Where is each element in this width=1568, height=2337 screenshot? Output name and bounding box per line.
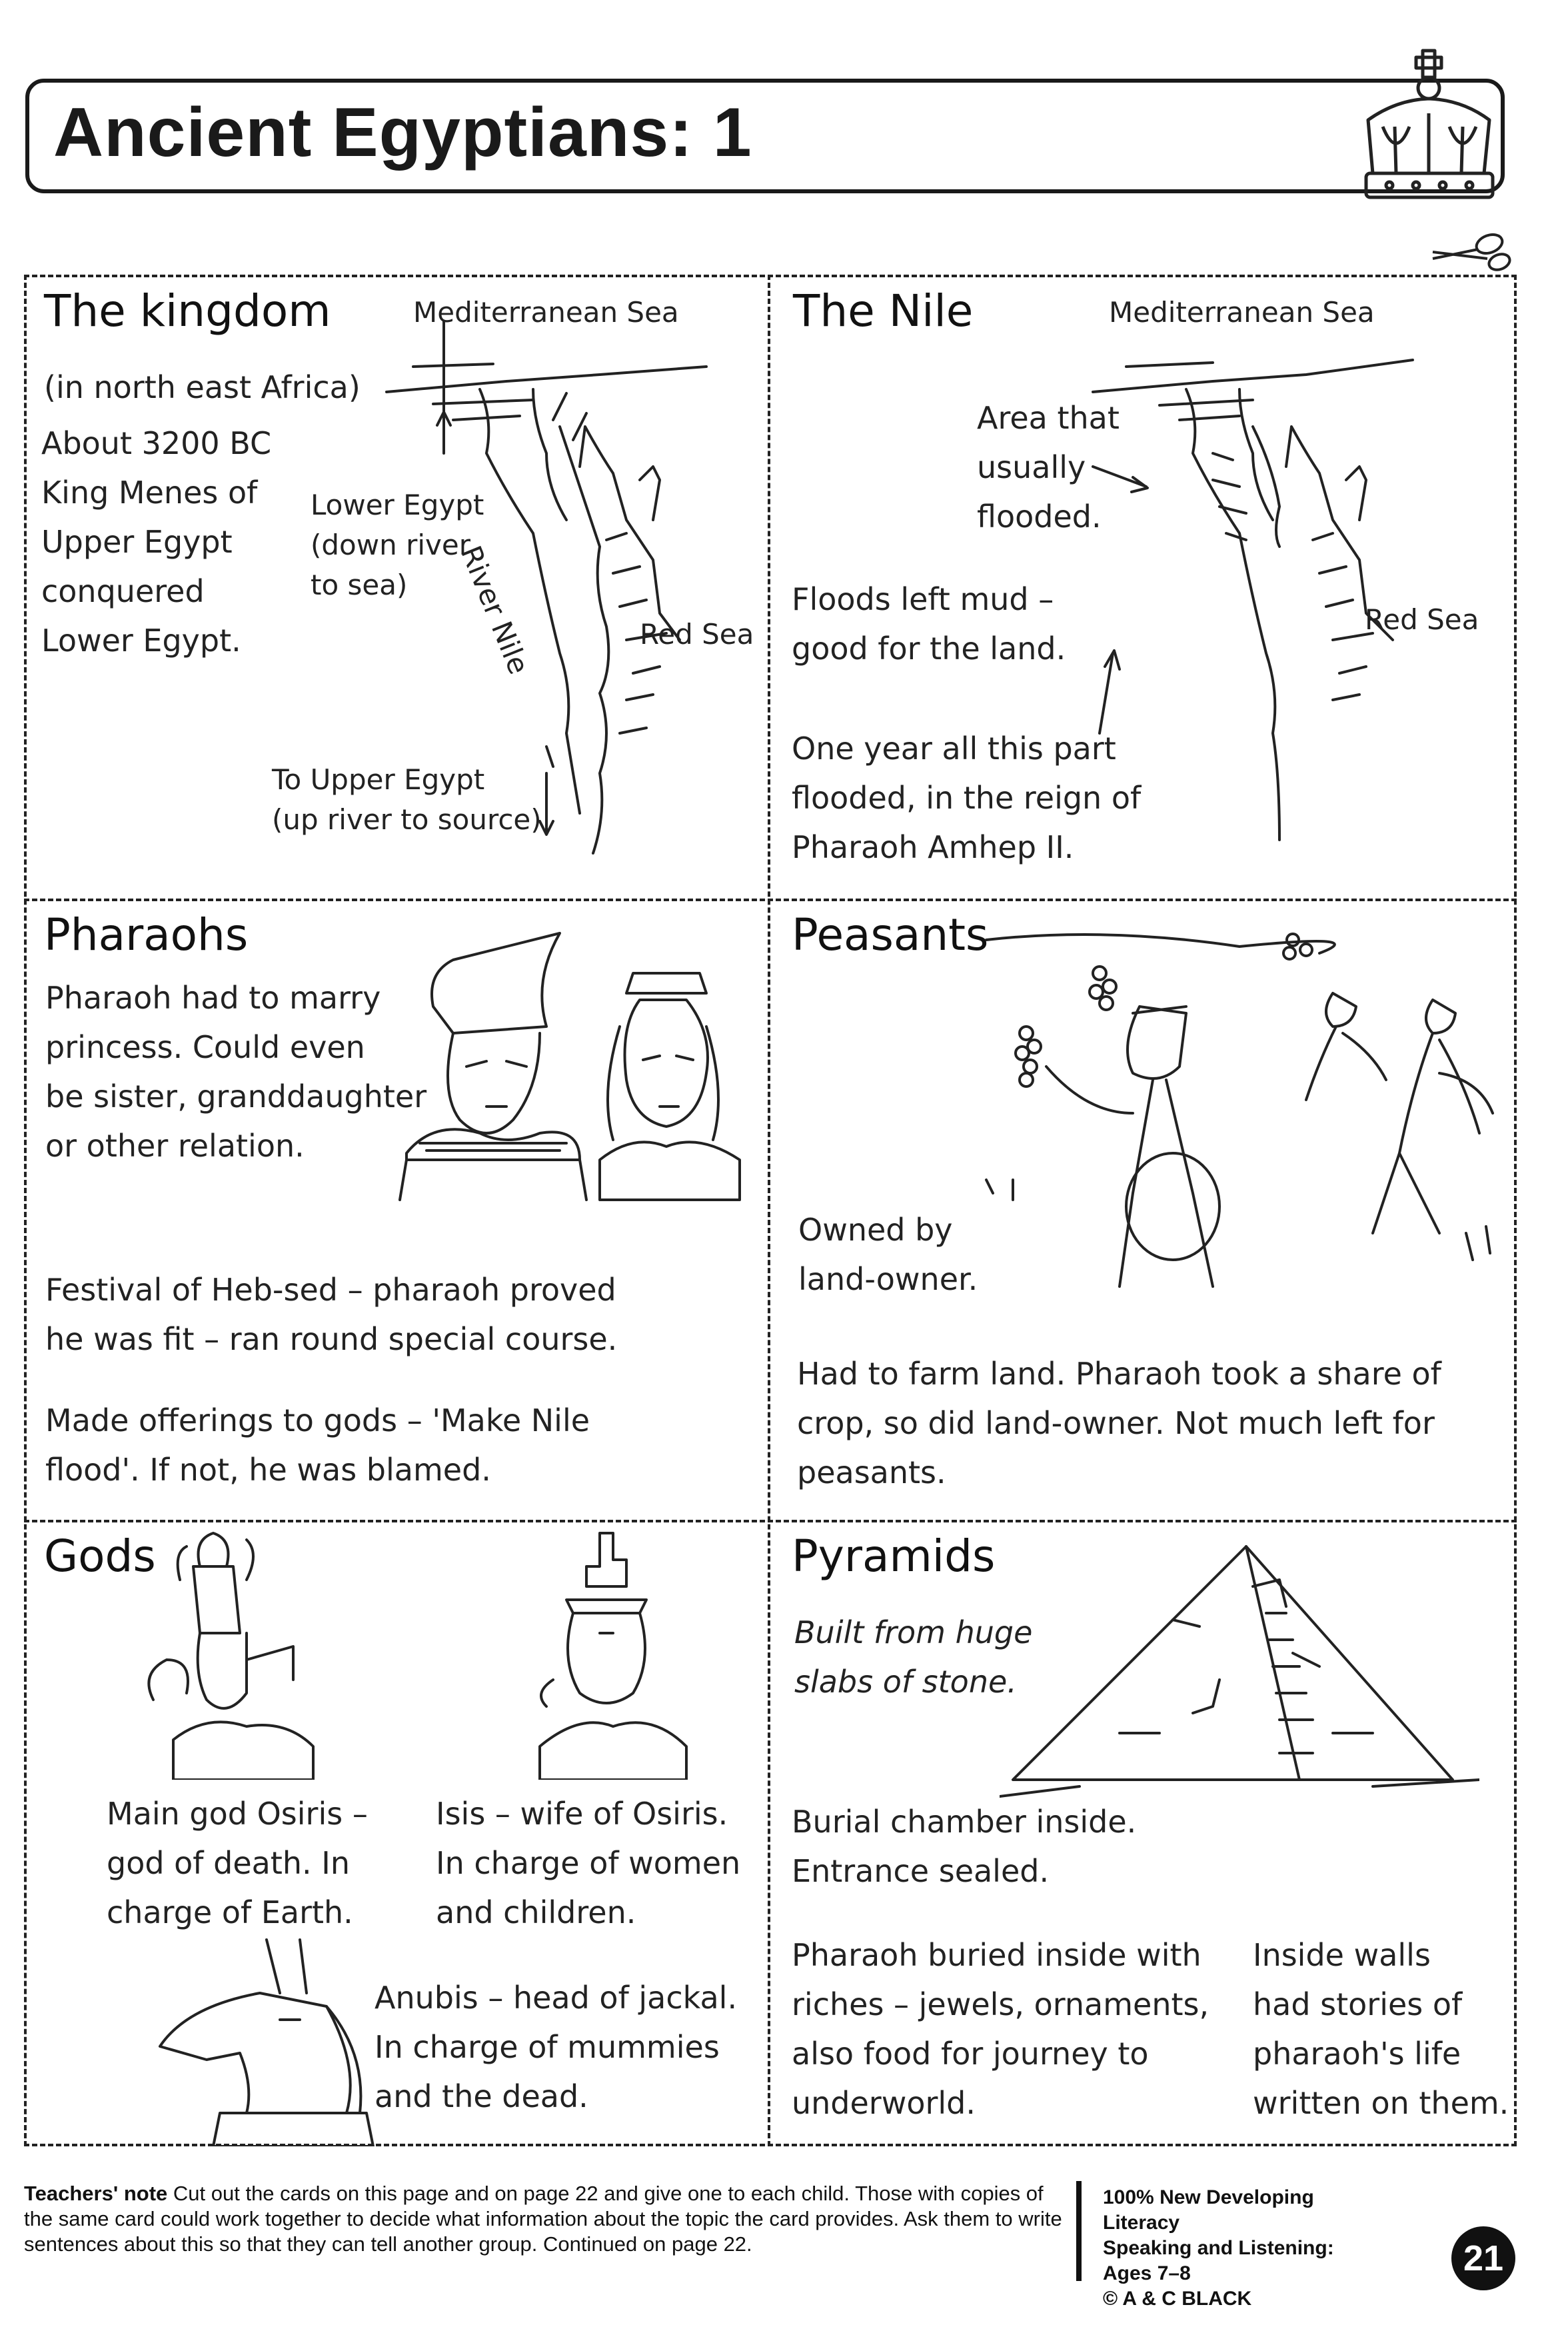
nile-red-sea-label: Red Sea bbox=[1365, 603, 1479, 636]
kingdom-red-sea-label: Red Sea bbox=[640, 618, 754, 651]
isis-drawing bbox=[513, 1526, 700, 1780]
publisher-line-1: 100% New Developing Literacy bbox=[1103, 2186, 1314, 2234]
card-divider-vertical bbox=[768, 275, 770, 2146]
pharaohs-marriage-text: Pharaoh had to marry princess. Could even be sister, granddaughter or other relation. bbox=[45, 980, 427, 1164]
gods-isis-text: Isis – wife of Osiris. In charge of women and children. bbox=[436, 1796, 741, 1930]
publisher-line-2: Speaking and Listening: bbox=[1103, 2237, 1334, 2259]
kingdom-lower-egypt-label: Lower Egypt (down river to sea) bbox=[311, 489, 484, 601]
publisher-line-4: © A & C BLACK bbox=[1103, 2288, 1252, 2310]
kingdom-river-nile-label: River Nile bbox=[454, 541, 536, 679]
kingdom-sea-label: Mediterranean Sea bbox=[413, 296, 679, 329]
nile-map-drawing bbox=[1080, 320, 1493, 867]
teachers-note-text: Cut out the cards on this page and on page 22 and give one to each child. Those with copies of the same card could work together to decide what information about the topic the card provides. Ask them to write sentences about this so that they can tell another group. Continued on page 22. bbox=[24, 2182, 1062, 2256]
osiris-drawing bbox=[127, 1526, 340, 1780]
peasants-harvest-drawing bbox=[973, 913, 1506, 1326]
peasants-heading: Peasants bbox=[792, 909, 989, 961]
anubis-drawing bbox=[147, 1933, 387, 2146]
page-number: 21 bbox=[1451, 2226, 1515, 2290]
kingdom-upper-egypt-label: To Upper Egypt (up river to source) bbox=[272, 763, 542, 836]
pyramids-buried-text: Pharaoh buried inside with riches – jewels, ornaments, also food for journey to underworld. bbox=[792, 1937, 1209, 2121]
card-divider-row-2 bbox=[24, 1520, 1517, 1522]
kingdom-location-text: (in north east Africa) bbox=[44, 369, 361, 405]
nile-amhep-text: One year all this part flooded, in the reign of Pharaoh Amhep II. bbox=[792, 731, 1142, 865]
gods-heading: Gods bbox=[44, 1530, 156, 1582]
nile-floods-text: Floods left mud – good for the land. bbox=[792, 581, 1066, 667]
page-title: Ancient Egyptians: 1 bbox=[53, 94, 752, 171]
kingdom-menes-text: About 3200 BC King Menes of Upper Egypt conquered Lower Egypt. bbox=[41, 425, 272, 659]
pharaohs-offerings-text: Made offerings to gods – 'Make Nile flood'. If not, he was blamed. bbox=[45, 1402, 590, 1488]
footer-divider bbox=[1076, 2181, 1082, 2281]
nile-flood-area-label: Area that usually flooded. bbox=[977, 400, 1120, 535]
pyramid-drawing bbox=[1000, 1533, 1479, 1800]
pharaohs-heading: Pharaohs bbox=[44, 909, 249, 961]
kingdom-heading: The kingdom bbox=[44, 285, 331, 337]
gods-anubis-text: Anubis – head of jackal. In charge of mummies and the dead. bbox=[375, 1980, 738, 2114]
gods-osiris-text: Main god Osiris – god of death. In charge of Earth. bbox=[107, 1796, 368, 1930]
pharaoh-couple-drawing bbox=[380, 920, 753, 1213]
pyramids-stone-text: Built from huge slabs of stone. bbox=[794, 1614, 1033, 1700]
nile-sea-label: Mediterranean Sea bbox=[1109, 296, 1375, 329]
pyramids-chamber-text: Burial chamber inside. Entrance sealed. bbox=[792, 1804, 1137, 1889]
peasants-farm-text: Had to farm land. Pharaoh took a share of crop, so did land-owner. Not much left for peasants. bbox=[797, 1356, 1441, 1490]
kingdom-map-drawing bbox=[373, 320, 766, 867]
teachers-note-label: Teachers' note bbox=[24, 2182, 168, 2205]
pharaohs-hebsed-text: Festival of Heb-sed – pharaoh proved he was fit – ran round special course. bbox=[45, 1272, 618, 1357]
card-divider-row-1 bbox=[24, 899, 1517, 901]
publisher-line-3: Ages 7–8 bbox=[1103, 2262, 1191, 2284]
publisher-info bbox=[1103, 2185, 1396, 2312]
pyramids-walls-text: Inside walls had stories of pharaoh's life written on them. bbox=[1253, 1937, 1509, 2121]
crown-icon bbox=[1356, 47, 1523, 207]
peasants-owned-text: Owned by land-owner. bbox=[798, 1212, 978, 1297]
teachers-note bbox=[24, 2181, 1064, 2257]
nile-heading: The Nile bbox=[793, 285, 974, 337]
scissors-icon bbox=[1419, 225, 1519, 279]
pyramids-heading: Pyramids bbox=[792, 1530, 996, 1582]
